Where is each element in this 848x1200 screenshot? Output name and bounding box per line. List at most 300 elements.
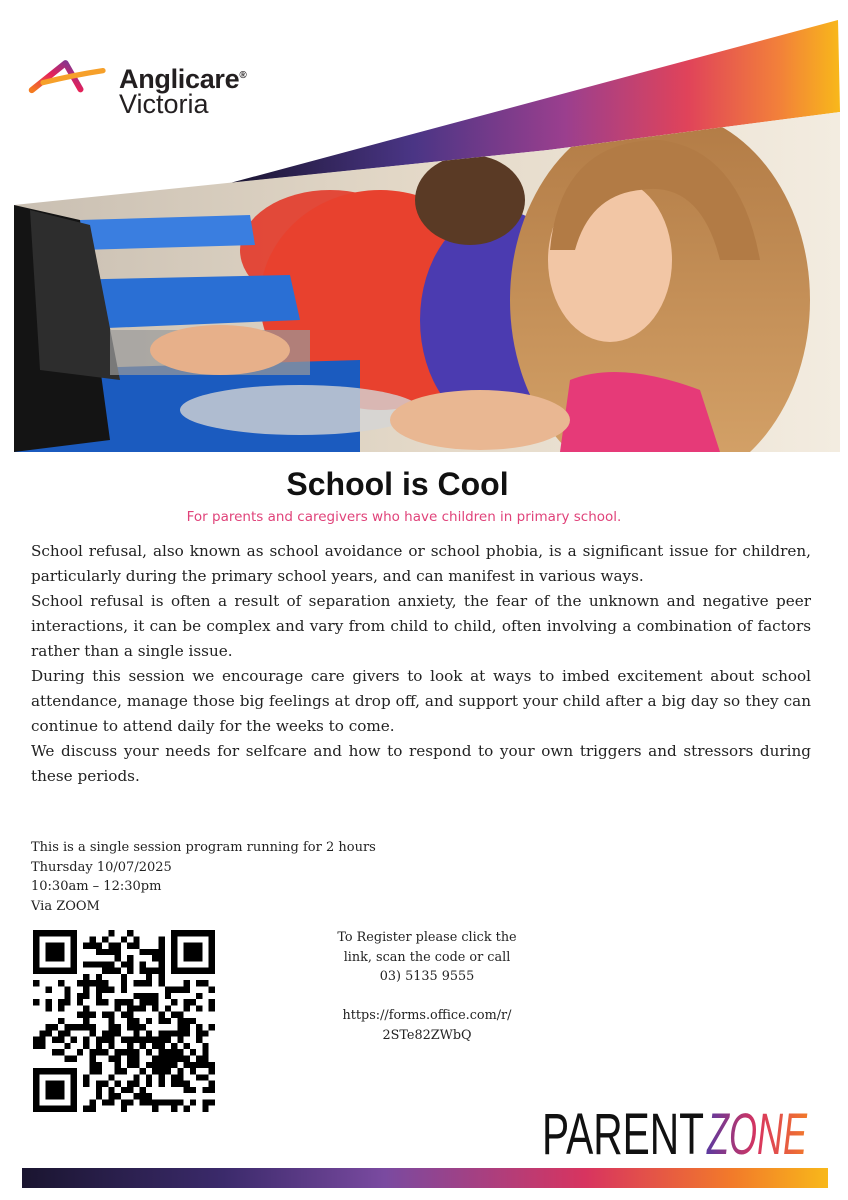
qr-module xyxy=(33,980,39,986)
body-text xyxy=(31,539,811,789)
qr-module xyxy=(209,943,215,949)
qr-module xyxy=(39,1030,45,1036)
qr-module xyxy=(209,930,215,936)
qr-module xyxy=(46,986,52,992)
qr-module xyxy=(52,1049,58,1055)
qr-module xyxy=(127,1099,133,1105)
qr-module xyxy=(146,1074,152,1080)
qr-module xyxy=(58,1106,64,1112)
qr-module xyxy=(127,1018,133,1024)
qr-module xyxy=(108,943,114,949)
qr-module xyxy=(159,1012,165,1018)
qr-module xyxy=(83,1043,89,1049)
qr-module xyxy=(177,1024,183,1030)
qr-module xyxy=(71,1068,77,1074)
qr-module xyxy=(83,961,89,967)
qr-module xyxy=(121,1106,127,1112)
qr-module xyxy=(102,1099,108,1105)
qr-module xyxy=(96,961,102,967)
qr-module xyxy=(83,1074,89,1080)
qr-module xyxy=(202,1043,208,1049)
qr-module xyxy=(133,1030,139,1036)
qr-module xyxy=(58,955,64,961)
qr-module xyxy=(184,1030,190,1036)
qr-module xyxy=(165,1099,171,1105)
qr-module xyxy=(71,1024,77,1030)
qr-module xyxy=(33,1099,39,1105)
qr-module xyxy=(71,1099,77,1105)
qr-module xyxy=(102,1081,108,1087)
qr-module xyxy=(83,1018,89,1024)
qr-module xyxy=(46,1024,52,1030)
qr-module xyxy=(133,993,139,999)
qr-module xyxy=(184,980,190,986)
qr-module xyxy=(159,949,165,955)
qr-module xyxy=(140,949,146,955)
qr-module xyxy=(108,961,114,967)
qr-module xyxy=(140,993,146,999)
qr-module xyxy=(46,1093,52,1099)
qr-module xyxy=(89,961,95,967)
qr-module xyxy=(171,949,177,955)
qr-module xyxy=(96,986,102,992)
qr-module xyxy=(127,1024,133,1030)
qr-module xyxy=(152,955,158,961)
qr-module xyxy=(46,1081,52,1087)
qr-module xyxy=(121,974,127,980)
qr-module xyxy=(96,1037,102,1043)
qr-module xyxy=(146,1018,152,1024)
qr-module xyxy=(33,943,39,949)
qr-module xyxy=(71,1074,77,1080)
qr-module xyxy=(184,1024,190,1030)
qr-module xyxy=(165,1049,171,1055)
brand-name-line1: Anglicare® xyxy=(119,64,247,94)
qr-module xyxy=(196,1024,202,1030)
qr-module xyxy=(177,1081,183,1087)
qr-module xyxy=(146,1081,152,1087)
qr-module xyxy=(46,955,52,961)
qr-module xyxy=(146,1099,152,1105)
qr-module xyxy=(121,1068,127,1074)
qr-module xyxy=(165,1018,171,1024)
qr-module xyxy=(83,974,89,980)
qr-module xyxy=(140,980,146,986)
qr-module xyxy=(64,986,70,992)
qr-module xyxy=(184,949,190,955)
qr-module xyxy=(33,1106,39,1112)
qr-module xyxy=(146,980,152,986)
qr-module xyxy=(152,1099,158,1105)
qr-module xyxy=(202,1099,208,1105)
qr-module xyxy=(108,1024,114,1030)
body-paragraph: School refusal, also known as school avoidance or school phobia, is a significant issue for children, particularly during the primary school years, and can manifest in various ways. xyxy=(31,542,811,585)
register-url-line1[interactable]: https://forms.office.com/r/ xyxy=(342,1008,512,1023)
qr-module xyxy=(190,1049,196,1055)
qr-module xyxy=(96,1093,102,1099)
qr-module xyxy=(159,1068,165,1074)
qr-module xyxy=(159,1081,165,1087)
qr-module xyxy=(39,1037,45,1043)
register-phone[interactable]: 03) 5135 9555 xyxy=(379,969,475,984)
qr-module xyxy=(102,1037,108,1043)
qr-module xyxy=(77,980,83,986)
qr-module xyxy=(209,1099,215,1105)
qr-module xyxy=(108,1043,114,1049)
qr-module xyxy=(46,1068,52,1074)
qr-module xyxy=(115,1081,121,1087)
qr-module xyxy=(209,999,215,1005)
qr-module xyxy=(171,1099,177,1105)
qr-module xyxy=(184,1056,190,1062)
qr-module xyxy=(177,1049,183,1055)
qr-module xyxy=(184,1087,190,1093)
qr-module xyxy=(127,961,133,967)
qr-module xyxy=(146,999,152,1005)
qr-module xyxy=(58,943,64,949)
qr-module xyxy=(184,1062,190,1068)
qr-module xyxy=(140,1099,146,1105)
qr-module xyxy=(146,949,152,955)
qr-module xyxy=(83,1024,89,1030)
qr-module xyxy=(196,993,202,999)
qr-module xyxy=(52,1068,58,1074)
qr-module xyxy=(133,943,139,949)
qr-module xyxy=(146,1030,152,1036)
qr-module xyxy=(64,1106,70,1112)
qr-module xyxy=(202,968,208,974)
qr-module xyxy=(209,961,215,967)
qr-module xyxy=(121,1037,127,1043)
qr-module xyxy=(115,1093,121,1099)
qr-module xyxy=(115,1005,121,1011)
qr-module xyxy=(102,1030,108,1036)
qr-module xyxy=(146,1093,152,1099)
qr-module xyxy=(83,1106,89,1112)
qr-module xyxy=(102,1012,108,1018)
qr-module xyxy=(52,1037,58,1043)
qr-module xyxy=(58,980,64,986)
qr-module xyxy=(102,1049,108,1055)
qr-module xyxy=(184,1018,190,1024)
qr-module xyxy=(33,999,39,1005)
qr-module xyxy=(121,1012,127,1018)
qr-module xyxy=(196,968,202,974)
qr-module xyxy=(102,936,108,942)
qr-module xyxy=(108,1012,114,1018)
qr-module xyxy=(171,1081,177,1087)
qr-module xyxy=(108,1056,114,1062)
qr-module xyxy=(64,999,70,1005)
qr-module xyxy=(96,1062,102,1068)
qr-module xyxy=(64,1068,70,1074)
qr-module xyxy=(33,1081,39,1087)
qr-module xyxy=(121,1049,127,1055)
qr-module xyxy=(127,999,133,1005)
qr-module xyxy=(171,943,177,949)
qr-module xyxy=(96,1081,102,1087)
qr-module xyxy=(159,974,165,980)
event-subtitle: For parents and caregivers who have children in primary school. xyxy=(186,509,622,525)
qr-module xyxy=(108,1093,114,1099)
qr-module xyxy=(33,961,39,967)
qr-module xyxy=(127,1049,133,1055)
qr-module xyxy=(159,1099,165,1105)
qr-module xyxy=(39,1068,45,1074)
qr-module xyxy=(209,955,215,961)
qr-module xyxy=(83,993,89,999)
qr-module xyxy=(209,986,215,992)
qr-module xyxy=(77,1012,83,1018)
qr-module xyxy=(165,1068,171,1074)
session-date: Thursday 10/07/2025 xyxy=(31,859,172,875)
qr-module xyxy=(140,1087,146,1093)
qr-module xyxy=(159,936,165,942)
qr-module xyxy=(146,1037,152,1043)
qr-module xyxy=(152,949,158,955)
qr-module xyxy=(83,980,89,986)
qr-module xyxy=(159,1037,165,1043)
qr-module xyxy=(52,1087,58,1093)
qr-module xyxy=(115,1068,121,1074)
qr-module xyxy=(83,943,89,949)
qr-module xyxy=(190,1068,196,1074)
qr-module xyxy=(209,1005,215,1011)
qr-module xyxy=(184,968,190,974)
qr-module xyxy=(159,955,165,961)
qr-module xyxy=(115,1056,121,1062)
qr-module xyxy=(202,930,208,936)
qr-module xyxy=(165,993,171,999)
qr-module xyxy=(140,961,146,967)
qr-module xyxy=(115,1062,121,1068)
qr-module xyxy=(177,1068,183,1074)
qr-module xyxy=(96,1087,102,1093)
qr-module xyxy=(71,1093,77,1099)
qr-module xyxy=(64,1024,70,1030)
qr-module xyxy=(127,1062,133,1068)
qr-module xyxy=(89,936,95,942)
qr-module xyxy=(133,1081,139,1087)
qr-module xyxy=(96,1049,102,1055)
qr-module xyxy=(52,968,58,974)
qr-module xyxy=(52,943,58,949)
qr-module xyxy=(71,955,77,961)
qr-module xyxy=(108,1074,114,1080)
qr-module xyxy=(71,1037,77,1043)
body-paragraph: We discuss your needs for selfcare and how to respond to your own triggers and stressors during these periods. xyxy=(31,742,811,785)
qr-module xyxy=(83,986,89,992)
qr-module xyxy=(52,1093,58,1099)
qr-module xyxy=(190,955,196,961)
qr-module xyxy=(108,1099,114,1105)
qr-module xyxy=(152,999,158,1005)
qr-module xyxy=(58,1030,64,1036)
qr-module xyxy=(96,1043,102,1049)
qr-module xyxy=(121,986,127,992)
qr-module xyxy=(177,1074,183,1080)
qr-module xyxy=(184,1081,190,1087)
qr-module xyxy=(202,1049,208,1055)
qr-module xyxy=(159,1074,165,1080)
brand-name-line2: Victoria xyxy=(119,89,209,119)
qr-module xyxy=(102,999,108,1005)
qr-module xyxy=(177,1018,183,1024)
qr-module xyxy=(108,1030,114,1036)
qr-module xyxy=(33,1037,39,1043)
qr-module xyxy=(140,1005,146,1011)
qr-module xyxy=(159,1049,165,1055)
qr-module xyxy=(152,968,158,974)
qr-module xyxy=(202,1074,208,1080)
qr-module xyxy=(196,955,202,961)
qr-module xyxy=(64,1030,70,1036)
qr-module xyxy=(146,1062,152,1068)
qr-module xyxy=(202,1106,208,1112)
qr-module xyxy=(171,1043,177,1049)
qr-module xyxy=(108,1018,114,1024)
qr-module xyxy=(196,1056,202,1062)
qr-module xyxy=(202,1056,208,1062)
qr-module xyxy=(71,930,77,936)
qr-module xyxy=(171,961,177,967)
qr-module xyxy=(33,968,39,974)
qr-module xyxy=(127,930,133,936)
qr-module xyxy=(159,1030,165,1036)
qr-module xyxy=(209,949,215,955)
qr-module xyxy=(115,1024,121,1030)
qr-module xyxy=(96,943,102,949)
qr-module xyxy=(171,1062,177,1068)
qr-module xyxy=(71,943,77,949)
qr-module xyxy=(127,968,133,974)
qr-module xyxy=(102,949,108,955)
qr-module xyxy=(108,986,114,992)
qr-module xyxy=(89,1049,95,1055)
qr-module xyxy=(127,1081,133,1087)
qr-module xyxy=(209,936,215,942)
qr-module xyxy=(71,1087,77,1093)
qr-module xyxy=(121,1087,127,1093)
qr-module xyxy=(71,961,77,967)
qr-module xyxy=(58,999,64,1005)
qr-module xyxy=(152,1037,158,1043)
qr-module xyxy=(77,1049,83,1055)
qr-module xyxy=(46,1106,52,1112)
qr-module xyxy=(133,1062,139,1068)
qr-module xyxy=(108,968,114,974)
qr-module xyxy=(46,943,52,949)
qr-module xyxy=(196,943,202,949)
qr-module xyxy=(71,936,77,942)
qr-module xyxy=(89,1099,95,1105)
qr-module xyxy=(171,1074,177,1080)
qr-module xyxy=(71,1106,77,1112)
qr-module xyxy=(190,1099,196,1105)
qr-module xyxy=(115,955,121,961)
qr-module xyxy=(133,1056,139,1062)
qr-module xyxy=(121,961,127,967)
qr-module xyxy=(46,999,52,1005)
qr-module xyxy=(133,1049,139,1055)
qr-module xyxy=(171,930,177,936)
qr-module xyxy=(140,968,146,974)
qr-module xyxy=(52,955,58,961)
qr-module xyxy=(177,1037,183,1043)
qr-module xyxy=(127,1005,133,1011)
qr-module xyxy=(177,1056,183,1062)
qr-module xyxy=(133,1018,139,1024)
qr-module xyxy=(133,980,139,986)
qr-module xyxy=(152,1005,158,1011)
parentzone-logo xyxy=(540,1096,820,1160)
qr-module xyxy=(33,930,39,936)
qr-module xyxy=(121,936,127,942)
qr-module xyxy=(115,943,121,949)
qr-code-icon[interactable] xyxy=(33,930,215,1112)
qr-module xyxy=(39,1043,45,1049)
qr-module xyxy=(127,1087,133,1093)
qr-module xyxy=(165,1037,171,1043)
qr-module xyxy=(133,936,139,942)
register-info xyxy=(323,928,531,1045)
qr-module xyxy=(184,930,190,936)
qr-module xyxy=(171,986,177,992)
qr-module xyxy=(190,930,196,936)
qr-module xyxy=(190,999,196,1005)
qr-module xyxy=(209,1024,215,1030)
qr-module xyxy=(171,1030,177,1036)
qr-module xyxy=(33,949,39,955)
qr-module xyxy=(159,1062,165,1068)
qr-module xyxy=(121,1099,127,1105)
qr-module xyxy=(177,930,183,936)
qr-module xyxy=(171,999,177,1005)
register-url-line2[interactable]: 2STe82ZWbQ xyxy=(382,1027,472,1043)
qr-module xyxy=(133,1024,139,1030)
qr-module xyxy=(96,993,102,999)
session-duration: This is a single session program running for 2 hours xyxy=(31,840,376,855)
qr-module xyxy=(121,999,127,1005)
qr-module xyxy=(33,1087,39,1093)
qr-module xyxy=(89,1062,95,1068)
qr-module xyxy=(184,1106,190,1112)
qr-module xyxy=(58,1081,64,1087)
qr-module xyxy=(133,1074,139,1080)
qr-module xyxy=(165,986,171,992)
qr-module xyxy=(52,949,58,955)
bottom-gradient-bar xyxy=(22,1168,828,1188)
qr-module xyxy=(46,930,52,936)
qr-module xyxy=(171,1049,177,1055)
qr-module xyxy=(209,1087,215,1093)
qr-module xyxy=(196,1062,202,1068)
qr-module xyxy=(140,999,146,1005)
brand-name xyxy=(119,66,246,118)
qr-module xyxy=(89,1056,95,1062)
qr-module xyxy=(190,1062,196,1068)
qr-module xyxy=(58,1087,64,1093)
qr-module xyxy=(39,968,45,974)
qr-module xyxy=(196,1030,202,1036)
qr-module xyxy=(177,1099,183,1105)
qr-module xyxy=(64,1043,70,1049)
qr-module xyxy=(202,1030,208,1036)
qr-module xyxy=(146,1049,152,1055)
qr-module xyxy=(46,968,52,974)
qr-module xyxy=(96,974,102,980)
qr-module xyxy=(89,1106,95,1112)
